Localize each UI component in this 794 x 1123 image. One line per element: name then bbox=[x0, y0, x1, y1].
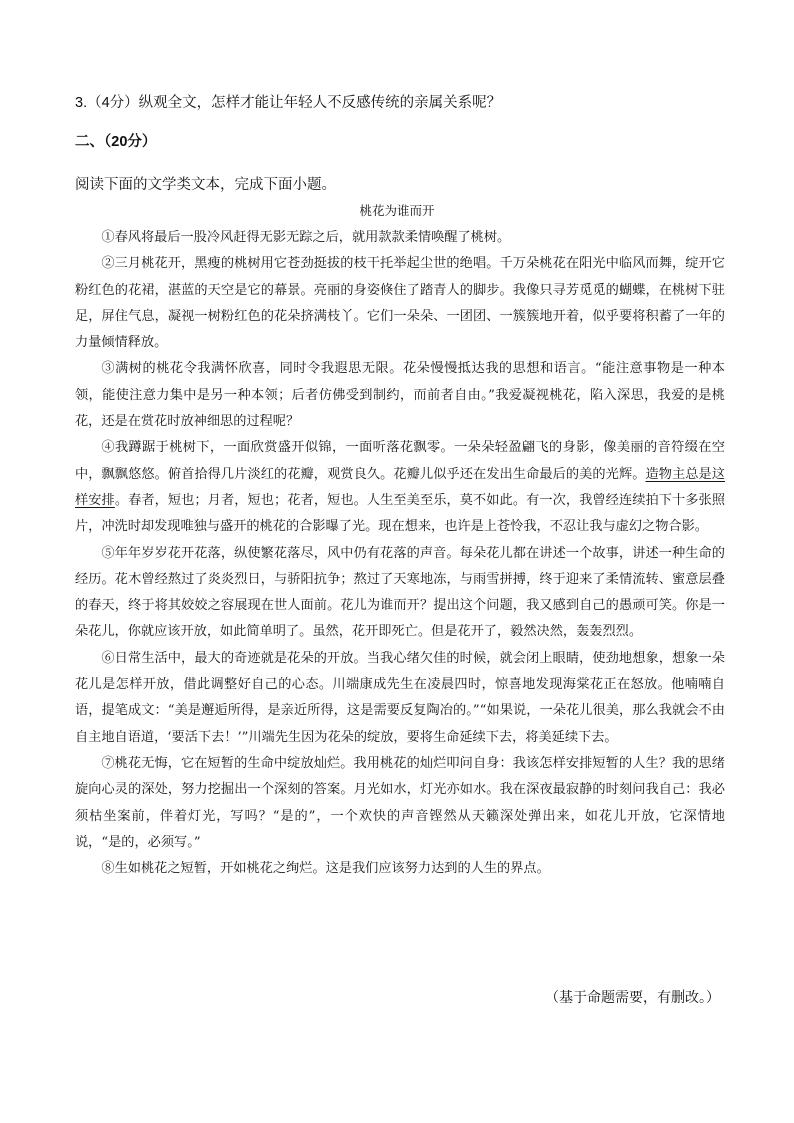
underlined-phrase: 造物主总是这样安排 bbox=[75, 466, 726, 508]
article-title: 桃花为谁而开 bbox=[359, 203, 435, 218]
reading-instruction: 阅读下面的文学类文本，完成下面小题。 bbox=[75, 177, 336, 193]
paragraph-4 bbox=[75, 435, 725, 540]
paragraph-5: ⑤年年岁岁花开花落，纵使繁花落尽，风中仍有花落的声音。每朵花儿都在讲述一个故事，讲述一种生命的经历。花木曾经熬过了炎炎烈日，与骄阳抗争；熬过了天寒地冻，与雨雪拼搏，终于迎来了柔情流转、蜜意层叠的春天，终于将其姣姣之容展现在世人面前。花儿为谁而开？提出这个问题，我又感到自己的愚顽可笑。你是一朵花儿，你就应该开放，如此简单明了。虽然，花开即死亡。但是花开了，毅然决然，轰轰烈烈。 bbox=[75, 545, 725, 640]
paragraph-4-text: ④我蹲踞于桃树下，一面欣赏盛开似锦，一面听落花飘零。一朵朵轻盈翩飞的身影，像美丽的音符缀在空中，飘飘悠悠。俯首拾得几片淡红的花瓣，观赏良久。花瓣儿似乎还在发出生命最后的美的光辉。 bbox=[75, 440, 725, 482]
paragraph-7: ⑦桃花无悔，它在短暂的生命中绽放灿烂。我用桃花的灿烂叩问自身：我该怎样安排短暂的人生？我的思绪旋向心灵的深处，努力挖掘出一个深刻的答案。月光如水，灯光亦如水。我在深夜最寂静的时刻问我自己：我必须枯坐案前，伴着灯光，写吗？“是的”，一个欢快的声音铿然从天籁深处弹出来，如花儿开放，它深情地说，“是的，必须写。” bbox=[75, 755, 725, 850]
paragraph-3: ③满树的桃花令我满怀欣喜，同时令我遐思无限。花朵慢慢抵达我的思想和语言。“能注意事物是一种本领，能使注意力集中是另一种本领；后者仿佛受到制约，而前者自由。”我爱凝视桃花，陷入深思，我爱的是桃花，还是在赏花时放神细思的过程呢？ bbox=[75, 361, 725, 430]
paragraph-1: ①春风将最后一股冷风赶得无影无踪之后，就用款款柔情唤醒了桃树。 bbox=[101, 230, 511, 245]
paragraph-6: ⑥日常生活中，最大的奇迹就是花朵的开放。当我心绪欠佳的时候，就会闭上眼睛，使劲地想象，想象一朵花儿是怎样开放，借此调整好自己的心态。川端康成先生在凌晨四时，惊喜地发现海棠花正在怒放。他喃喃自语，提笔成文：“美是邂逅所得，是亲近所得，这是需要反复陶冶的。”“如果说，一朵花儿很美，那么我就会不由自主地自语道，‘要活下去！’”川端先生因为花朵的绽放，要将生命延续下去，将美延续下去。 bbox=[75, 650, 725, 745]
question-3: 3.（4分）纵观全文，怎样才能让年轻人不反感传统的亲属关系呢？ bbox=[75, 95, 502, 111]
source-note: （基于命题需要，有删改。） bbox=[545, 989, 720, 1005]
paragraph-2: ②三月桃花开，黑瘦的桃树用它苍劲挺拔的枝干托举起尘世的绝唱。千万朵桃花在阳光中临风而舞，绽开它粉红色的花裙，湛蓝的天空是它的幕景。亮丽的身姿倏住了踏青人的脚步。我像只寻芳觅觅的蝴蝶，在桃树下驻足，屏住气息，凝视一树粉红色的花朵挤满枝丫。它们一朵朵、一团团、一簇簇地开着，似乎要将积蓄了一年的力量倾情释放。 bbox=[75, 256, 725, 351]
paragraph-8: ⑧生如桃花之短暂，开如桃花之绚烂。这是我们应该努力达到的人生的界点。 bbox=[101, 861, 550, 877]
article-body bbox=[75, 225, 725, 882]
section-heading: 二、（20分） bbox=[75, 134, 157, 150]
paragraph-4-rest: 。春者，短也；月者，短也；花者，短也。人生至美至乐，莫不如此。有一次，我曾经连续拍下十多张照片，冲洗时却发现唯独与盛开的桃花的合影曝了光。现在想来，也许是上苍怜我，不忍让我与虚幻之物合影。 bbox=[75, 492, 726, 535]
